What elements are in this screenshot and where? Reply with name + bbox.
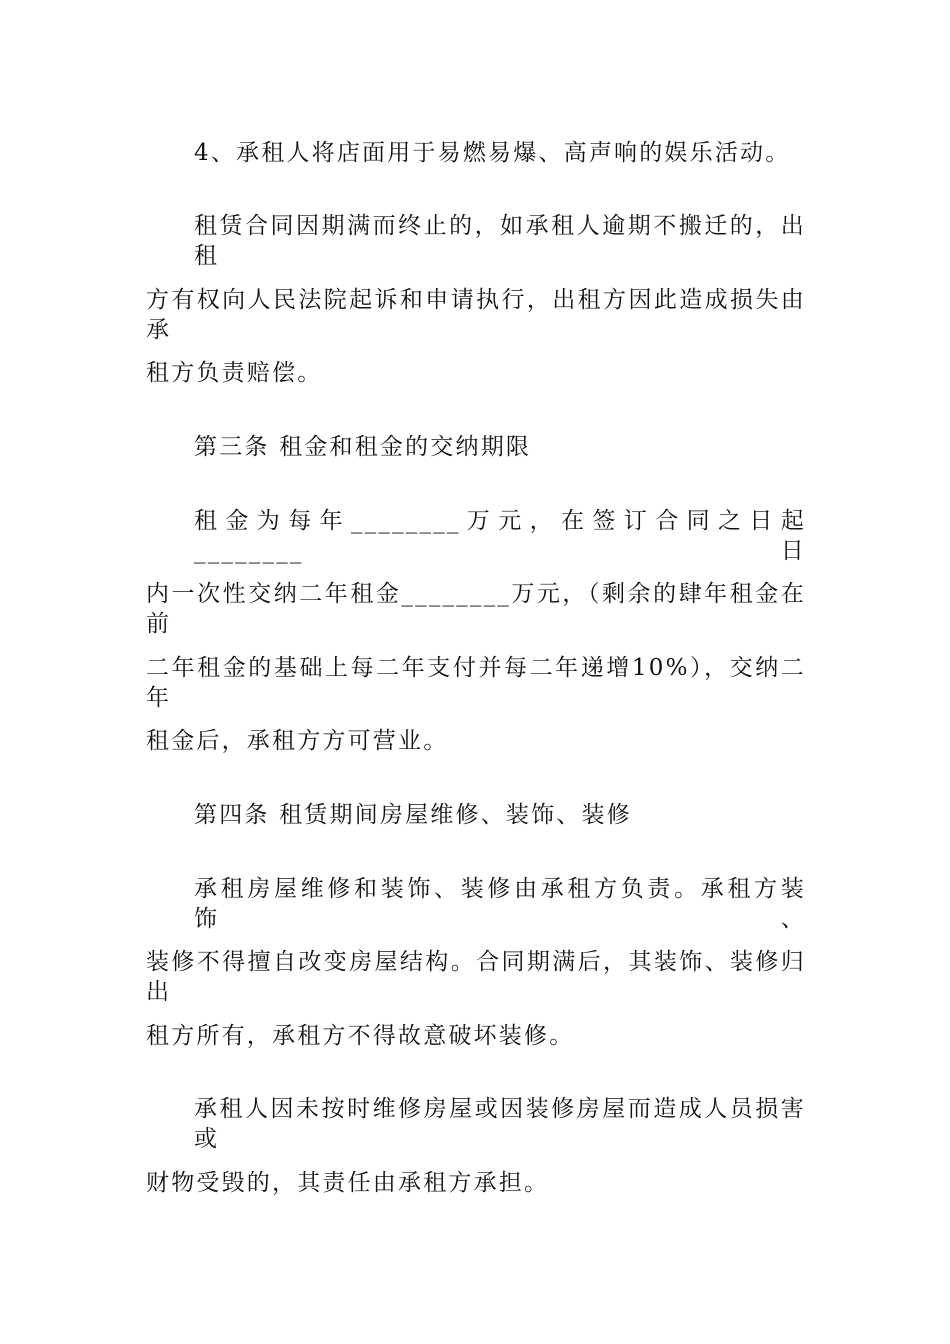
paragraph-termination-line-1: 租赁合同因期满而终止的，如承租人逾期不搬迁的，出租 [194, 213, 806, 269]
paragraph-termination-line-2: 方有权向人民法院起诉和申请执行，出租方因此造成损失由承 [146, 287, 806, 343]
paragraph-repair-line-3: 租方所有，承租方不得故意破坏装修。 [146, 1023, 575, 1049]
paragraph-rent-line-3: 二年租金的基础上每二年支付并每二年递增10%），交纳二年 [146, 655, 806, 711]
clause-item-4: 4、承租人将店面用于易燃易爆、高声响的娱乐活动。 [194, 140, 791, 166]
paragraph-rent-line-1: 租金为每年________万元，在签订合同之日起________日 [194, 508, 806, 564]
paragraph-repair-line-1: 承租房屋维修和装饰、装修由承租方负责。承租方装饰、 [194, 876, 806, 932]
paragraph-liability-line-1: 承租人因未按时维修房屋或因装修房屋而造成人员损害或 [194, 1096, 806, 1152]
article-4-heading: 第四条 租赁期间房屋维修、装饰、装修 [194, 802, 632, 828]
paragraph-termination-line-3: 租方负责赔偿。 [146, 360, 323, 386]
paragraph-rent-line-2: 内一次性交纳二年租金________万元，（剩余的肆年租金在前 [146, 581, 806, 637]
paragraph-repair-line-2: 装修不得擅自改变房屋结构。合同期满后，其装饰、装修归出 [146, 949, 806, 1005]
paragraph-rent-line-4: 租金后，承租方方可营业。 [146, 728, 449, 754]
paragraph-liability-line-2: 财物受毁的，其责任由承租方承担。 [146, 1170, 550, 1196]
article-3-heading: 第三条 租金和租金的交纳期限 [194, 434, 532, 460]
